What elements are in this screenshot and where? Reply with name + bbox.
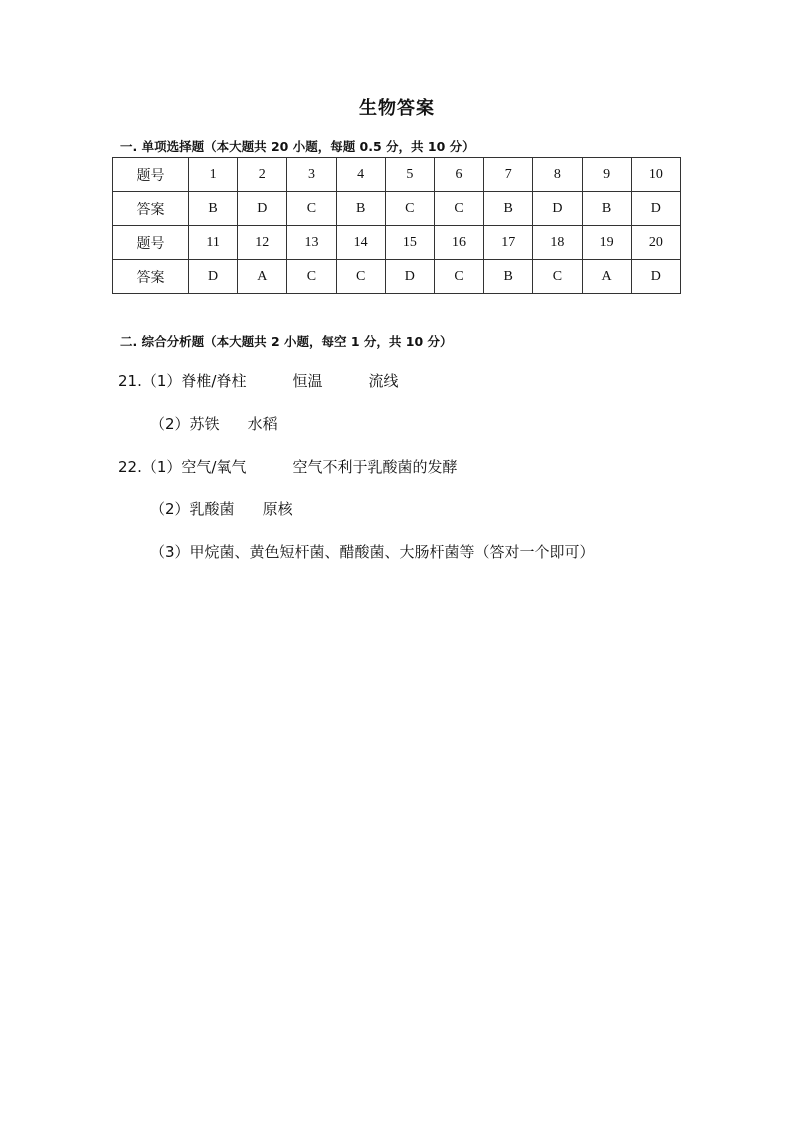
q21-part1-answer-3: 流线 xyxy=(368,372,399,390)
q22-part2-answer-1: 乳酸菌 xyxy=(189,500,235,518)
q22-part2-answer-2: 原核 xyxy=(262,500,293,518)
answer-cell: B xyxy=(336,192,385,226)
answer-table xyxy=(112,157,681,294)
question-number: 7 xyxy=(484,158,533,192)
question-number: 3 xyxy=(287,158,336,192)
answer-cell: D xyxy=(533,192,582,226)
question-number: 12 xyxy=(238,226,287,260)
q21-part1-answer-1: 脊椎/脊柱 xyxy=(181,372,247,390)
answer-cell: A xyxy=(238,260,287,294)
q22-part1-answer-2: 空气不利于乳酸菌的发酵 xyxy=(292,458,458,476)
answer-cell: C xyxy=(434,260,483,294)
q22-part1-answer-1: 空气/氧气 xyxy=(181,458,247,476)
answer-cell: D xyxy=(631,260,680,294)
question-number: 20 xyxy=(631,226,680,260)
question-number: 5 xyxy=(385,158,434,192)
q22-part3-answer-1: 甲烷菌、黄色短杆菌、醋酸菌、大肠杆菌等（答对一个即可） xyxy=(189,543,595,561)
row-header-number: 题号 xyxy=(113,226,189,260)
q22-part1 xyxy=(118,456,457,477)
q22-part1-prefix: 22.（1） xyxy=(118,458,182,476)
answer-cell: D xyxy=(631,192,680,226)
q22-part2 xyxy=(150,498,293,519)
answer-cell: D xyxy=(385,260,434,294)
answer-cell: B xyxy=(484,260,533,294)
table-row xyxy=(113,260,681,294)
table-row xyxy=(113,226,681,260)
question-number: 17 xyxy=(484,226,533,260)
row-header-answer: 答案 xyxy=(113,260,189,294)
question-number: 16 xyxy=(434,226,483,260)
answer-cell: C xyxy=(434,192,483,226)
question-number: 13 xyxy=(287,226,336,260)
question-number: 8 xyxy=(533,158,582,192)
question-number: 2 xyxy=(238,158,287,192)
answer-cell: C xyxy=(533,260,582,294)
q21-part2-answer-2: 水稻 xyxy=(247,415,278,433)
answer-cell: A xyxy=(582,260,631,294)
answer-cell: C xyxy=(287,260,336,294)
q21-part2 xyxy=(150,413,278,434)
answer-cell: C xyxy=(336,260,385,294)
q22-part3 xyxy=(150,541,595,562)
table-row xyxy=(113,158,681,192)
q21-part1 xyxy=(118,370,399,391)
question-number: 14 xyxy=(336,226,385,260)
row-header-number: 题号 xyxy=(113,158,189,192)
answer-cell: B xyxy=(582,192,631,226)
page-title: 生物答案 xyxy=(359,98,435,119)
question-number: 11 xyxy=(189,226,238,260)
question-number: 4 xyxy=(336,158,385,192)
question-number: 18 xyxy=(533,226,582,260)
question-number: 10 xyxy=(631,158,680,192)
answer-cell: B xyxy=(484,192,533,226)
answer-cell: B xyxy=(189,192,238,226)
question-number: 1 xyxy=(189,158,238,192)
q22-part3-prefix: （3） xyxy=(150,543,190,561)
q21-part2-answer-1: 苏铁 xyxy=(189,415,220,433)
q22-part2-prefix: （2） xyxy=(150,500,190,518)
q21-part1-answer-2: 恒温 xyxy=(292,372,323,390)
q21-part2-prefix: （2） xyxy=(150,415,190,433)
question-number: 6 xyxy=(434,158,483,192)
question-number: 9 xyxy=(582,158,631,192)
section-1-heading: 一. 单项选择题（本大题共 20 小题，每题 0.5 分，共 10 分） xyxy=(120,139,475,154)
answer-cell: C xyxy=(385,192,434,226)
question-number: 19 xyxy=(582,226,631,260)
answer-cell: D xyxy=(189,260,238,294)
answer-cell: D xyxy=(238,192,287,226)
q21-part1-prefix: 21.（1） xyxy=(118,372,182,390)
question-number: 15 xyxy=(385,226,434,260)
row-header-answer: 答案 xyxy=(113,192,189,226)
table-row xyxy=(113,192,681,226)
answer-cell: C xyxy=(287,192,336,226)
section-2-heading: 二. 综合分析题（本大题共 2 小题，每空 1 分，共 10 分） xyxy=(120,334,453,349)
